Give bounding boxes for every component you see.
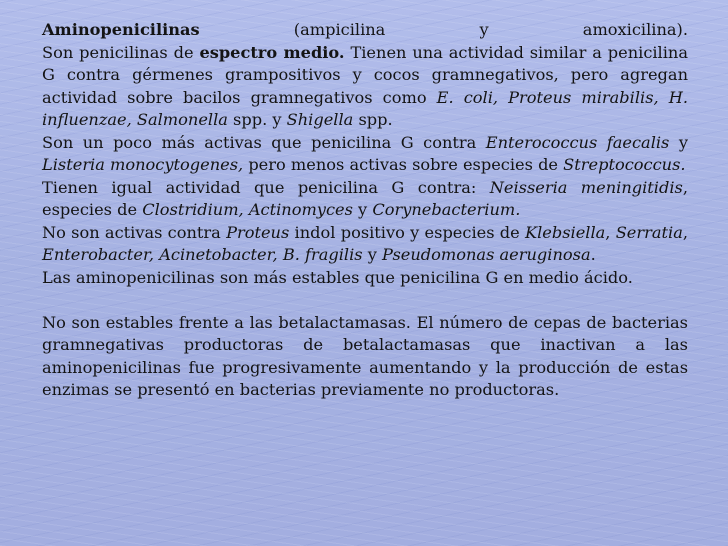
organism-name: Proteus: [226, 222, 290, 242]
text-run: y: [669, 132, 688, 152]
heading-line: [42, 19, 688, 42]
text-run: spp. y: [227, 110, 287, 129]
organism-names: E. coli, Proteus mirabilis, H. influenzae, Salmonella: [42, 87, 688, 129]
text-run: Tienen una actividad similar a penicilina G contra gérmenes grampositivos y cocos gramnegativos, pero agregan actividad sobre bacilos gramnegativos como: [42, 42, 688, 107]
text-run: y: [352, 200, 373, 219]
text-run: No son estables frente a las betalactamasas. El número de cepas de bacterias gramnegativas productoras de betalactamasas que inactivan a las aminopenicilinas fue progresivamente aumentando y la producción de estas enzimas se presentó en bacterias previamente no productoras.: [42, 312, 688, 399]
organism-name: Shigella: [286, 110, 354, 129]
text-run: y: [362, 245, 383, 264]
paragraph-equal-activity: [42, 177, 688, 222]
slide-text-body: [42, 19, 688, 402]
paragraph-betalactamases: [42, 312, 688, 402]
organism-names: Enterobacter, Acinetobacter, B. fragilis: [42, 245, 363, 264]
text-run: Las aminopenicilinas son más estables que penicilina G en medio ácido.: [42, 267, 633, 287]
organism-name: Klebsiella: [525, 222, 606, 242]
text-run: .: [590, 245, 596, 264]
organism-name: Serratia: [615, 222, 683, 242]
heading-title: Aminopenicilinas: [42, 20, 200, 39]
text-run: ,: [682, 222, 689, 242]
organism-name: Corynebacterium.: [372, 200, 521, 219]
paragraph-spacer: [42, 289, 688, 312]
organism-names: Clostridium, Actinomyces: [142, 200, 353, 219]
text-run: Tienen igual actividad que penicilina G contra:: [42, 177, 490, 197]
organism-name: Listeria monocytogenes,: [42, 155, 244, 174]
paragraph-more-active: [42, 132, 688, 177]
heading-subtitle: (ampicilina y amoxicilina).: [293, 20, 688, 39]
bold-term: espectro medio.: [199, 42, 345, 62]
text-run: Son un poco más activas que penicilina G contra: [42, 132, 486, 152]
organism-name: Pseudomonas aeruginosa: [382, 245, 591, 264]
organism-name: Streptococcus.: [563, 155, 686, 174]
text-run: Son penicilinas de: [42, 42, 200, 62]
text-run: , especies de: [42, 177, 688, 219]
organism-name: Enterococcus faecalis: [485, 132, 670, 152]
organism-name: Neisseria meningitidis: [489, 177, 683, 197]
text-run: spp.: [353, 110, 393, 129]
text-run: pero menos activas sobre especies de: [243, 155, 564, 174]
text-run: ,: [605, 222, 616, 242]
text-run: indol positivo y especies de: [289, 222, 525, 242]
paragraph-spectrum: [42, 42, 688, 132]
paragraph-acid-stability: [42, 267, 688, 290]
paragraph-not-active: [42, 222, 688, 267]
text-run: No son activas contra: [42, 222, 227, 242]
